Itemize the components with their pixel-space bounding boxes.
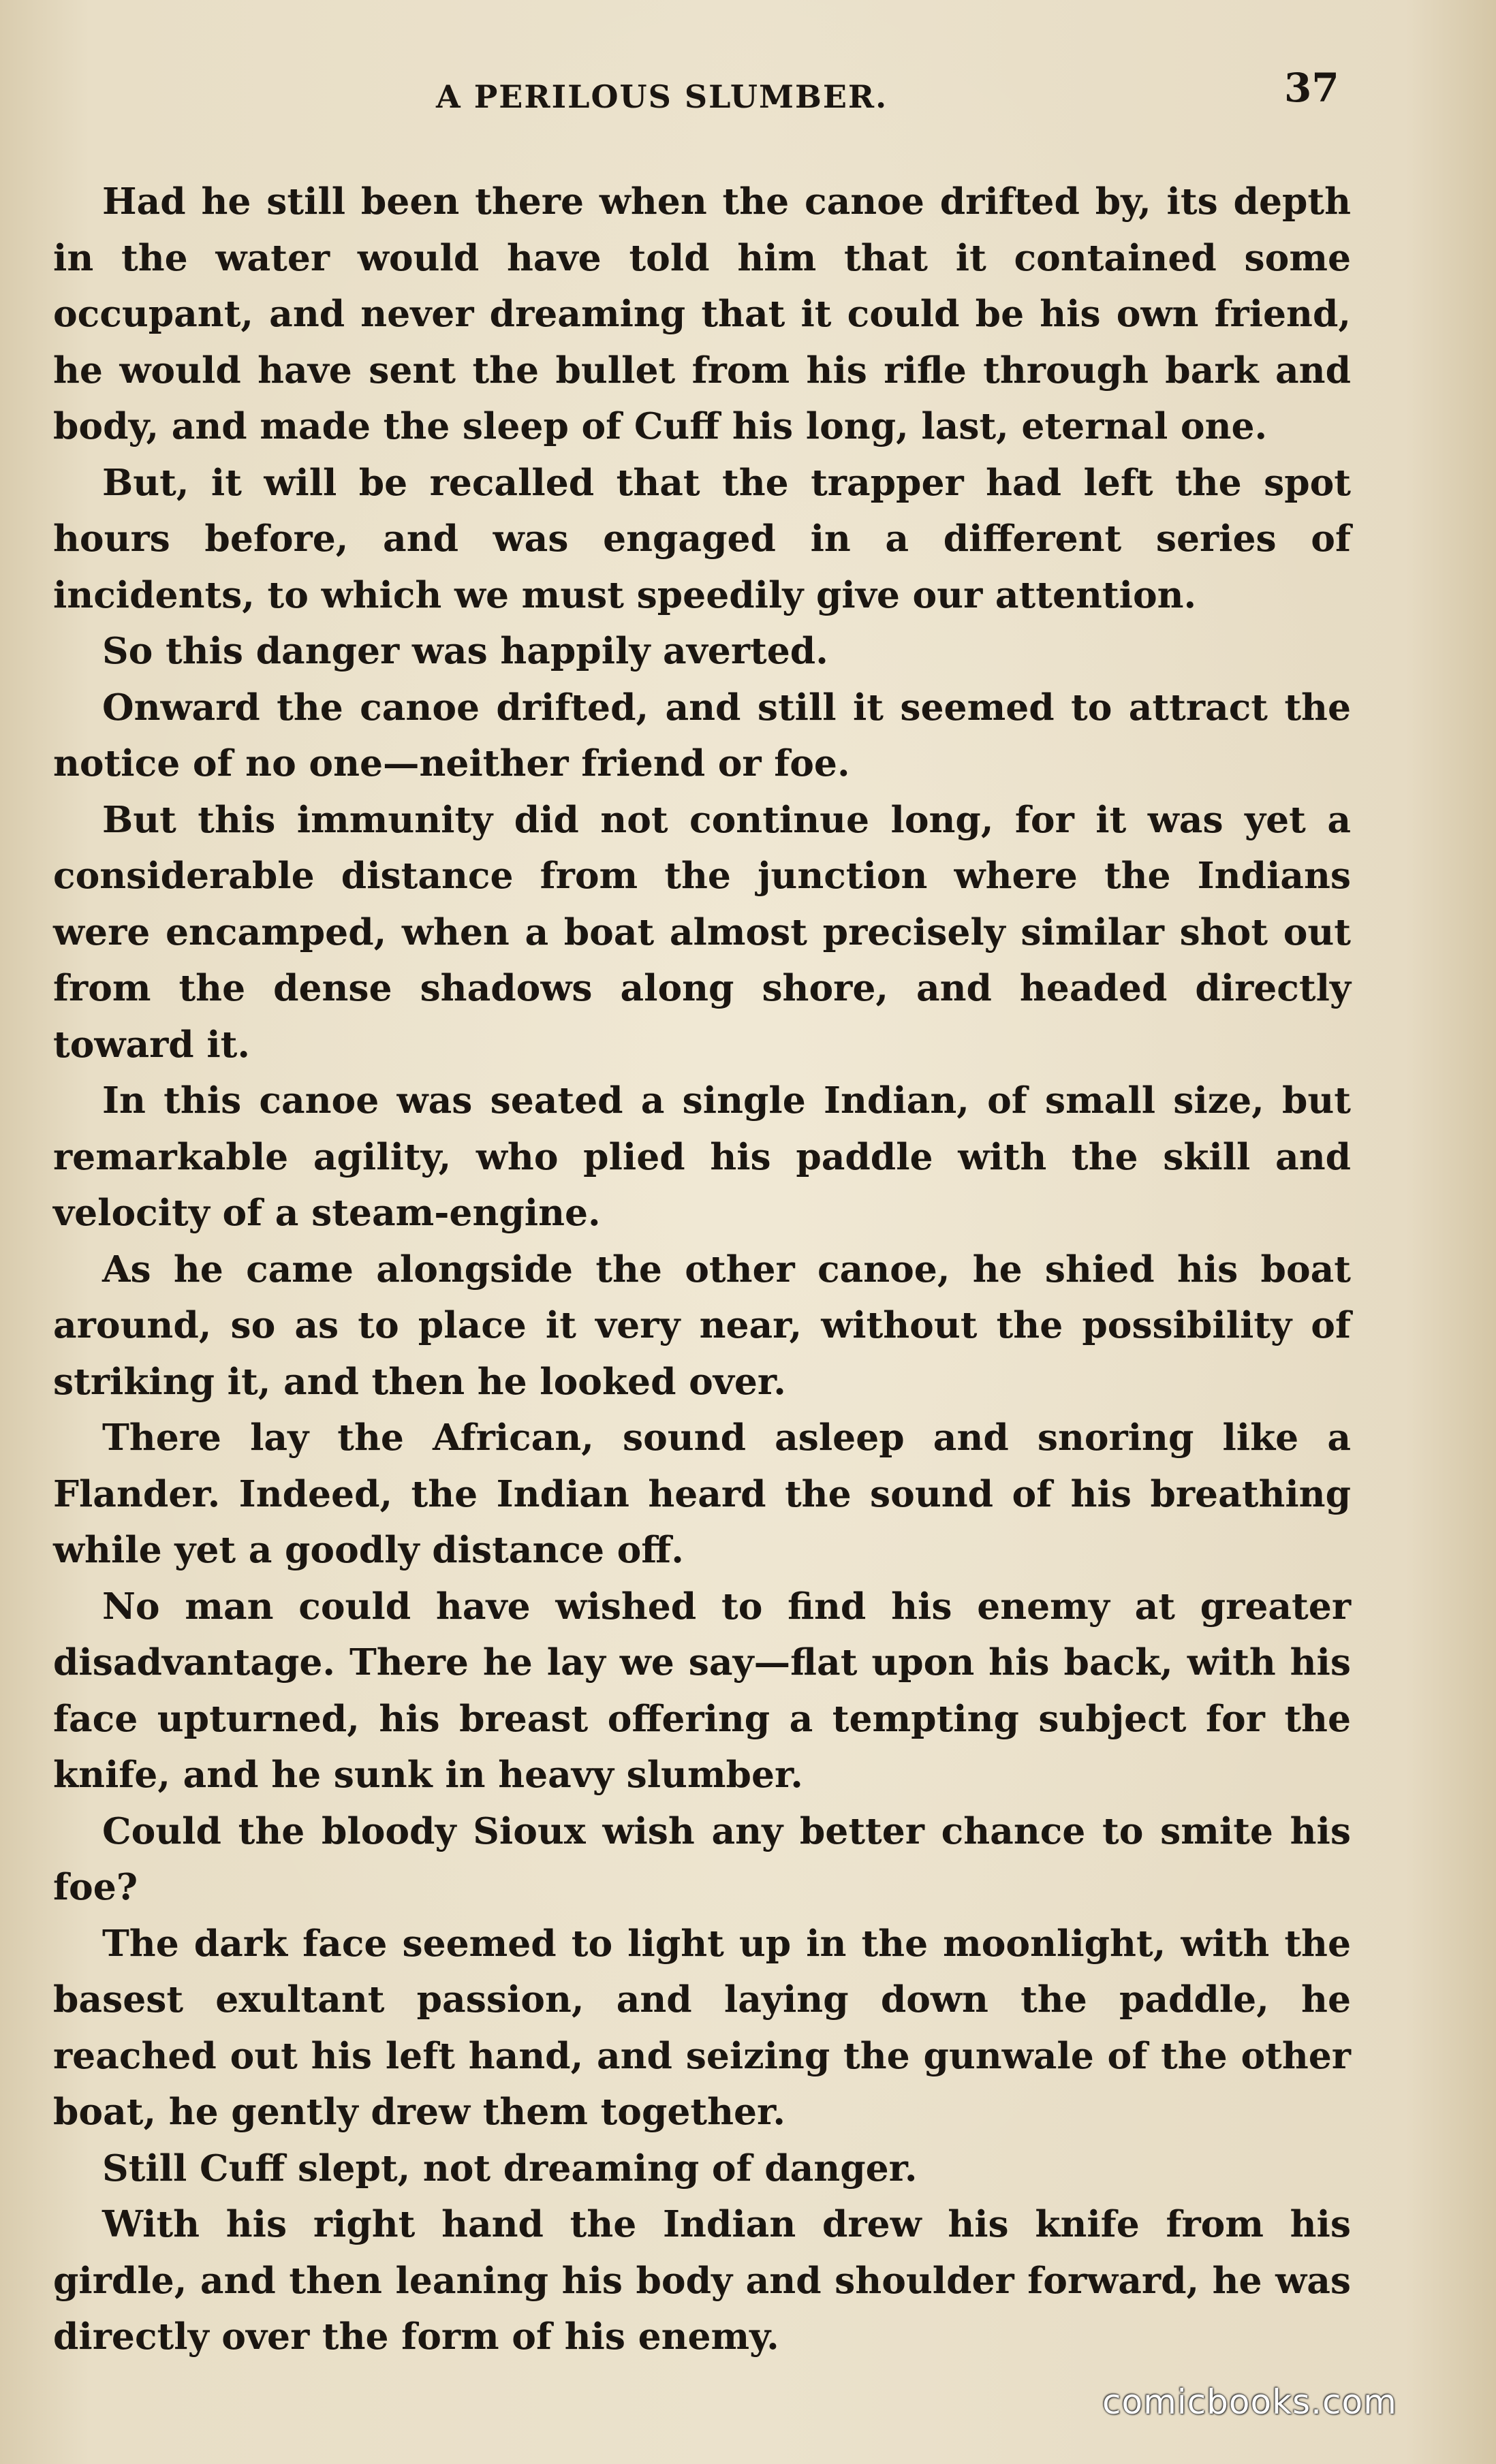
paragraph: In this canoe was seated a single Indian, of small size, but remarkable agility, who plied his paddle with the skill and velocity of a steam-engine. — [53, 1079, 1351, 1234]
paragraph: Onward the canoe drifted, and still it seemed to attract the notice of no one—neither friend or foe. — [53, 685, 1351, 785]
paragraph: So this danger was happily averted. — [102, 629, 828, 672]
page-header — [0, 65, 1496, 119]
paragraph: But this immunity did not continue long, for it was yet a considerable distance from the junction where the Indians were encamped, when a boat almost precisely similar shot out from the dense shadows along shore, and headed directly toward it. — [53, 797, 1351, 1066]
body-text — [53, 174, 1351, 2365]
paragraph: There lay the African, sound asleep and snoring like a Flander. Indeed, the Indian heard the sound of his breathing while yet a goodly distance off. — [53, 1416, 1351, 1571]
paragraph: Had he still been there when the canoe drifted by, its depth in the water would have told him that it contained some occupant, and never dreaming that it could be his own friend, he would have sent the bullet from his rifle through bark and body, and made the sleep of Cuff his long, last, eternal one. — [53, 180, 1351, 447]
paragraph: As he came alongside the other canoe, he shied his boat around, so as to place it very near, without the possibility of striking it, and then he looked over. — [53, 1247, 1351, 1403]
watermark-text: comicbooks.com — [1102, 2382, 1397, 2422]
paragraph: But, it will be recalled that the trapper had left the spot hours before, and was engaged in a different series of incidents, to which we must speedily give our attention. — [53, 460, 1351, 616]
paragraph: Could the bloody Sioux wish any better chance to smite his foe? — [53, 1809, 1351, 1908]
running-head: A PERILOUS SLUMBER. — [436, 78, 888, 115]
paragraph: With his right hand the Indian drew his knife from his girdle, and then leaning his body and shoulder forward, he was directly over the form of his enemy. — [53, 2202, 1351, 2358]
paragraph: No man could have wished to find his enemy at greater disadvantage. There he lay we say—flat upon his back, with his face upturned, his breast offering a tempting subject for the knife, and he sunk in heavy slumber. — [53, 1584, 1351, 1796]
paragraph: The dark face seemed to light up in the moonlight, with the basest exultant passion, and laying down the paddle, he reached out his left hand, and seizing the gunwale of the other boat, he gently drew them together. — [53, 1921, 1351, 2133]
paragraph: Still Cuff slept, not dreaming of danger. — [102, 2146, 918, 2190]
page-number: 37 — [1284, 65, 1339, 111]
